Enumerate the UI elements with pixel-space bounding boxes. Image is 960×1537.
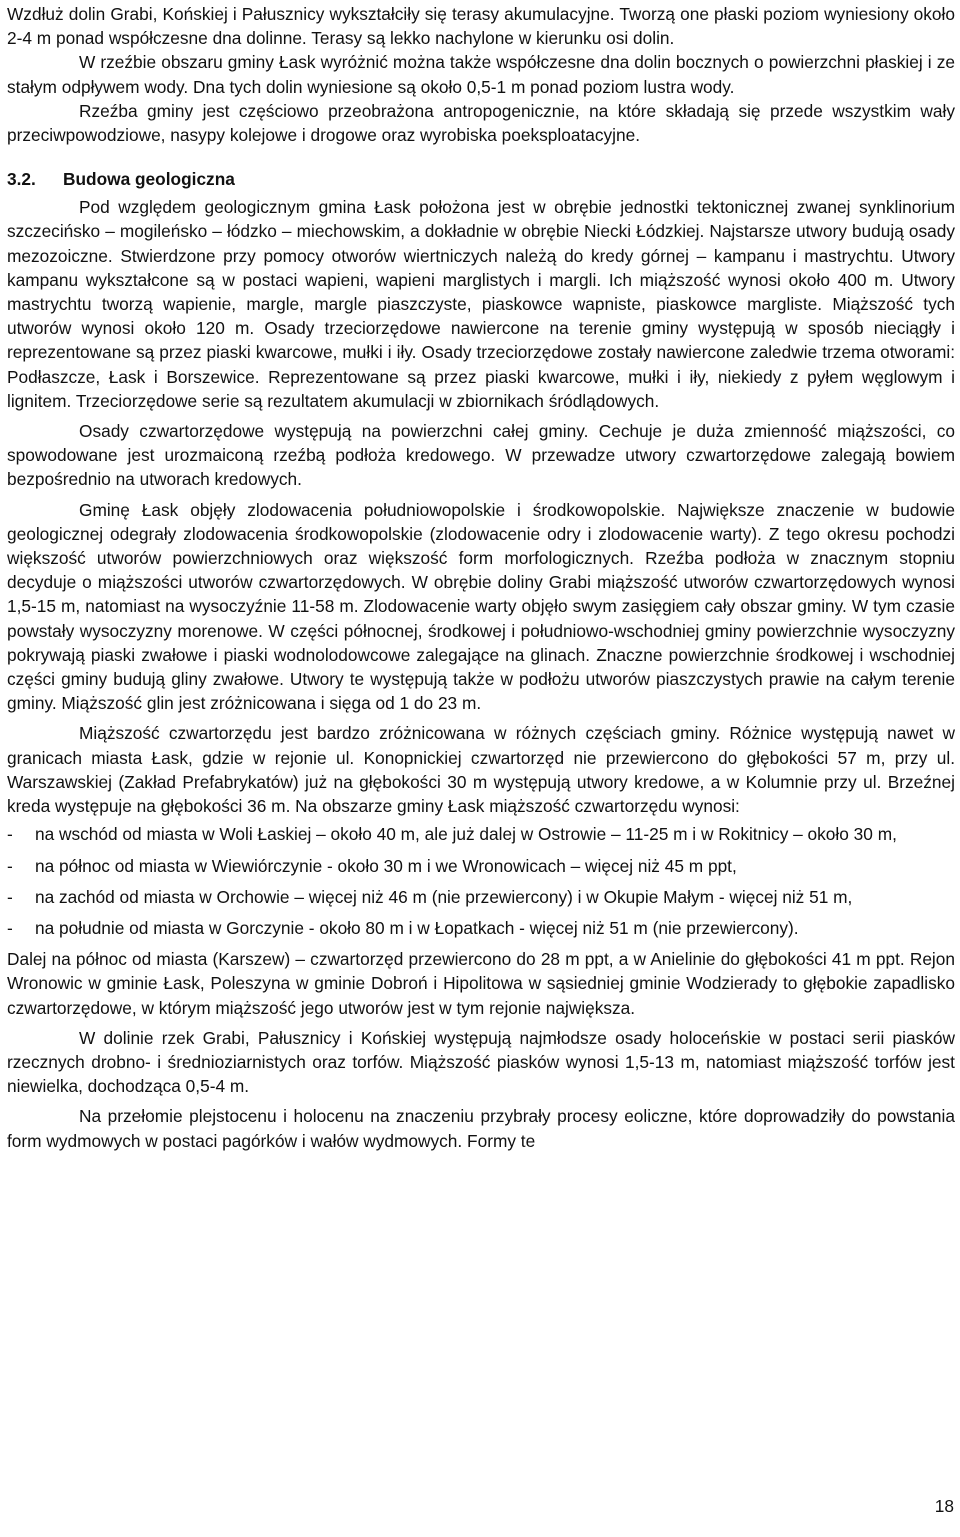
- paragraph-tectonics: Pod względem geologicznym gmina Łask położona jest w obrębie jednostki tektonicznej zwanej synklinorium szczecińsko – mogileńsko – łódzko – miechowskim, a dokładnie w obrębie Niecki Łódzkiej. Najstarsze utwory budują osady mezozoiczne. Stwierdzone przy pomocy otworów wiertniczych należą do kredy górnej – kampanu i mastrychtu. Utwory kampanu wykształcone są w postaci wapieni, wapieni marglistych i margli. Ich miąższość wynosi około 400 m. Utwory mastrychtu tworzą wapienie, margle, margle piaszczyste, piaskowce wapniste, piaskowce margliste. Miąższość tych utworów wynosi około 120 m. Osady trzeciorzędowe nawiercone na terenie gminy występują w sposób nieciągły i reprezentowane są przez piaski kwarcowe, mułki i iły. Osady trzeciorzędowe zostały nawiercone zaledwie trzema otworami: Podłaszcze, Łask i Borszewice. Reprezentowane są przez piaski kwarcowe, mułki i iły, niekiedy z pyłem węglowym i lignitem. Trzeciorzędowe serie są rezultatem akumulacji w zbiornikach śródlądowych.: [7, 197, 955, 411]
- section-number: 3.2.: [7, 169, 36, 190]
- list-item: [7, 822, 955, 846]
- list-marker: -: [7, 824, 13, 845]
- list-item: [7, 854, 955, 878]
- list-item-text: na zachód od miasta w Orchowie – więcej niż 46 m (nie przewiercony) i w Okupie Małym - więcej niż 51 m,: [35, 886, 853, 907]
- list-marker: -: [7, 886, 13, 907]
- paragraph-anthropogenic-relief: Rzeźba gminy jest częściowo przeobrażona antropogenicznie, na które składają się przede wszystkim wały przeciwpowodziowe, nasypy kolejowe i drogowe oraz wyrobiska poeksploatacyjne.: [7, 100, 955, 146]
- section-heading: [7, 167, 955, 191]
- document-page: [7, 2, 955, 1153]
- list-marker: -: [7, 917, 13, 938]
- list-item: [7, 885, 955, 909]
- list-item: [7, 916, 955, 940]
- list-marker: -: [7, 855, 13, 876]
- section-title: Budowa geologiczna: [63, 169, 235, 190]
- paragraph-quaternary-thickness: Miąższość czwartorzędu jest bardzo zróżnicowana w różnych częściach gminy. Różnice występują nawet w granicach miasta Łask, gdzie w rejonie ul. Konopnickiej czwartorzęd nie przewiercono do głębokości 57 m, przy ul. Warszawskiej (Zakład Prefabrykatów) już na głębokości 30 m występują utwory kredowe, a w Kolumnie przy ul. Brzeźnej kreda występuje na głębokości 36 m. Na obszarze gminy Łask miąższość czwartorzędu wynosi:: [7, 723, 955, 817]
- page-number: 18: [934, 1496, 954, 1516]
- thickness-list: [7, 822, 955, 940]
- list-item-text: na północ od miasta w Wiewiórczynie - około 30 m i we Wronowicach – więcej niż 45 m ppt,: [35, 855, 737, 876]
- list-item-text: na południe od miasta w Gorczynie - około 80 m i w Łopatkach - więcej niż 51 m (nie przewiercony).: [35, 917, 799, 938]
- paragraph-north-region: Dalej na północ od miasta (Karszew) – czwartorzęd przewiercono do 28 m ppt, a w Anielinie do głębokości 41 m ppt. Rejon Wronowic w gminie Łask, Poleszyna w gminie Dobroń i Hipolitowa w sąsiedniej gminie Wodzierady to głębokie zapadlisko czwartorzędowe, w którym miąższość jego utworów jest w tym rejonie największa.: [7, 949, 955, 1018]
- paragraph-valley-floors: W rzeźbie obszaru gminy Łask wyróżnić można także współczesne dna dolin bocznych o powierzchni płaskiej i ze stałym odpływem wody. Dna tych dolin wyniesione są około 0,5-1 m ponad poziom lustra wody.: [7, 52, 955, 97]
- paragraph-quaternary-deposits: Osady czwartorzędowe występują na powierzchni całej gminy. Cechuje je duża zmienność miąższości, co spowodowane jest urozmaiconą rzeźbą podłoża kredowego. W przewadze utwory czwartorzędowe zalegają bowiem bezpośrednio na utworach kredowych.: [7, 421, 955, 490]
- list-item-text: na wschód od miasta w Woli Łaskiej – około 40 m, ale już dalej w Ostrowie – 11-25 m i w Rokitnicy – około 30 m,: [35, 824, 897, 845]
- paragraph-holocene: W dolinie rzek Grabi, Pałusznicy i Końskiej występują najmłodsze osady holoceńskie w postaci serii piasków rzecznych drobno- i średnioziarnistych oraz torfów. Miąższość piasków wynosi 1,5-13 m, natomiast miąższość torfów jest niewielka, dochodząca 0,5-4 m.: [7, 1027, 955, 1097]
- paragraph-terraces: Wzdłuż dolin Grabi, Końskiej i Pałusznicy wykształciły się terasy akumulacyjne. Tworzą one płaski poziom wyniesiony około 2-4 m ponad współczesne dna dolinne. Terasy są lekko nachylone w kierunku osi dolin.: [7, 4, 955, 49]
- paragraph-aeolian: Na przełomie plejstocenu i holocenu na znaczeniu przybrały procesy eoliczne, które doprowadziły do powstania form wydmowych w postaci pagórków i wałów wydmowych. Formy te: [7, 1106, 955, 1151]
- paragraph-glaciations: Gminę Łask objęły zlodowacenia południowopolskie i środkowopolskie. Największe znaczenie w budowie geologicznej odegrały zlodowacenia środkowopolskie (zlodowacenie odry i zlodowacenie warty). Z tego okresu pochodzi większość utworów powierzchniowych oraz większość form morfologicznych. Rzeźba podłoża w znacznym stopniu decyduje o miąższości utworów czwartorzędowych. W obrębie doliny Grabi miąższość utworów czwartorzędowych wynosi 1,5-15 m, natomiast na wysoczyźnie 11-58 m. Zlodowacenie warty objęło swym zasięgiem cały obszar gminy. W tym czasie powstały wysoczyzny morenowe. W części północnej, środkowej i południowo-wschodniej gminy powierzchnie wysoczyzny pokrywają piaski zwałowe i piaski wodnolodowcowe zalegające na glinach. Znaczne powierzchnie środkowej i wschodniej części gminy budują gliny zwałowe. Utwory te występują także w podłożu utworów piaszczystych prawie na całym terenie gminy. Miąższość glin jest zróżnicowana i sięga od 1 do 23 m.: [7, 499, 955, 714]
